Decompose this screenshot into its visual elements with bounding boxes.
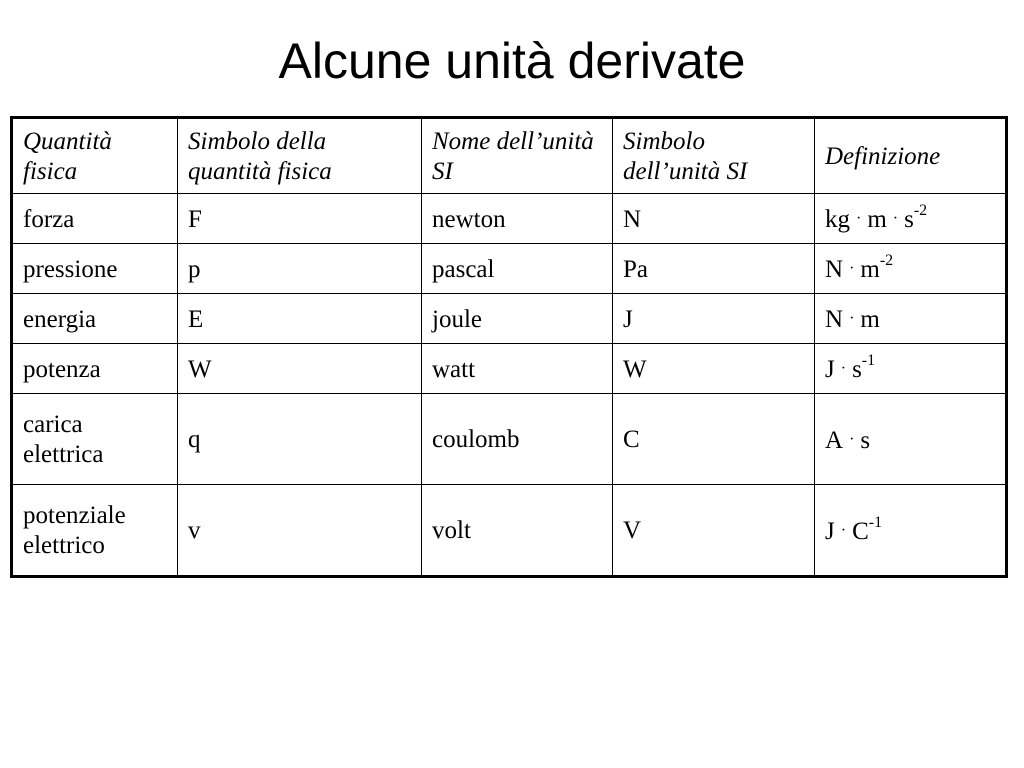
header-definizione: Definizione (815, 118, 1007, 194)
dot-operator: · (892, 210, 899, 227)
cell-simbolo-unita: Pa (613, 244, 815, 294)
table-row (12, 394, 1007, 485)
def-factor: m (860, 256, 880, 283)
def-exponent: -1 (868, 513, 883, 531)
table-row (12, 244, 1007, 294)
def-exponent: -2 (879, 252, 894, 269)
cell-nome-unita: coulomb (422, 394, 613, 485)
cell-simbolo-unita: W (613, 344, 815, 394)
cell-simbolo-unita: J (613, 294, 815, 344)
cell-quantita: potenza (12, 344, 178, 394)
cell-simbolo-quantita: q (178, 394, 422, 485)
cell-definizione (815, 485, 1007, 577)
header-simbolo-unita: Simbolo dell’unità SI (613, 118, 815, 194)
cell-simbolo-quantita: E (178, 294, 422, 344)
table-row (12, 485, 1007, 577)
dot-operator: · (840, 521, 847, 539)
def-factor: N (825, 306, 844, 333)
def-factor: A (825, 426, 844, 454)
cell-nome-unita: volt (422, 485, 613, 577)
def-factor: s (852, 356, 862, 383)
def-factor: C (852, 517, 869, 545)
cell-definizione (815, 244, 1007, 294)
table-row (12, 194, 1007, 244)
table-row (12, 344, 1007, 394)
def-factor: m (860, 306, 880, 333)
def-factor: s (904, 206, 914, 233)
cell-quantita: carica elettrica (12, 394, 178, 485)
cell-definizione (815, 394, 1007, 485)
cell-nome-unita: newton (422, 194, 613, 244)
cell-definizione (815, 194, 1007, 244)
cell-simbolo-quantita: F (178, 194, 422, 244)
dot-operator: · (849, 430, 855, 448)
header-nome-unita: Nome dell’unità SI (422, 118, 613, 194)
def-factor: J (825, 356, 835, 383)
cell-simbolo-quantita: p (178, 244, 422, 294)
dot-operator: · (849, 310, 855, 327)
cell-simbolo-unita: C (613, 394, 815, 485)
dot-operator: · (840, 360, 847, 377)
cell-simbolo-quantita: W (178, 344, 422, 394)
cell-definizione (815, 294, 1007, 344)
cell-simbolo-unita: V (613, 485, 815, 577)
table-row (12, 294, 1007, 344)
def-exponent: -2 (913, 202, 928, 219)
cell-simbolo-quantita: v (178, 485, 422, 577)
dot-operator: · (856, 210, 862, 227)
def-factor: kg (825, 206, 850, 233)
cell-nome-unita: watt (422, 344, 613, 394)
def-factor: N (825, 256, 844, 283)
cell-definizione (815, 344, 1007, 394)
dot-operator: · (849, 260, 855, 277)
def-exponent: -1 (861, 352, 876, 369)
header-simbolo-quantita: Simbolo della quantità fisica (178, 118, 422, 194)
cell-nome-unita: joule (422, 294, 613, 344)
table-header-row (12, 118, 1007, 194)
cell-nome-unita: pascal (422, 244, 613, 294)
cell-simbolo-unita: N (613, 194, 815, 244)
def-factor: s (860, 426, 871, 454)
cell-quantita: energia (12, 294, 178, 344)
def-factor: J (825, 517, 835, 545)
def-factor: m (867, 206, 887, 233)
cell-quantita: pressione (12, 244, 178, 294)
header-quantita-fisica: Quantità fisica (12, 118, 178, 194)
derived-units-table (10, 116, 1008, 578)
slide-title: Alcune unità derivate (278, 33, 746, 89)
cell-quantita: potenziale elettrico (12, 485, 178, 577)
cell-quantita: forza (12, 194, 178, 244)
